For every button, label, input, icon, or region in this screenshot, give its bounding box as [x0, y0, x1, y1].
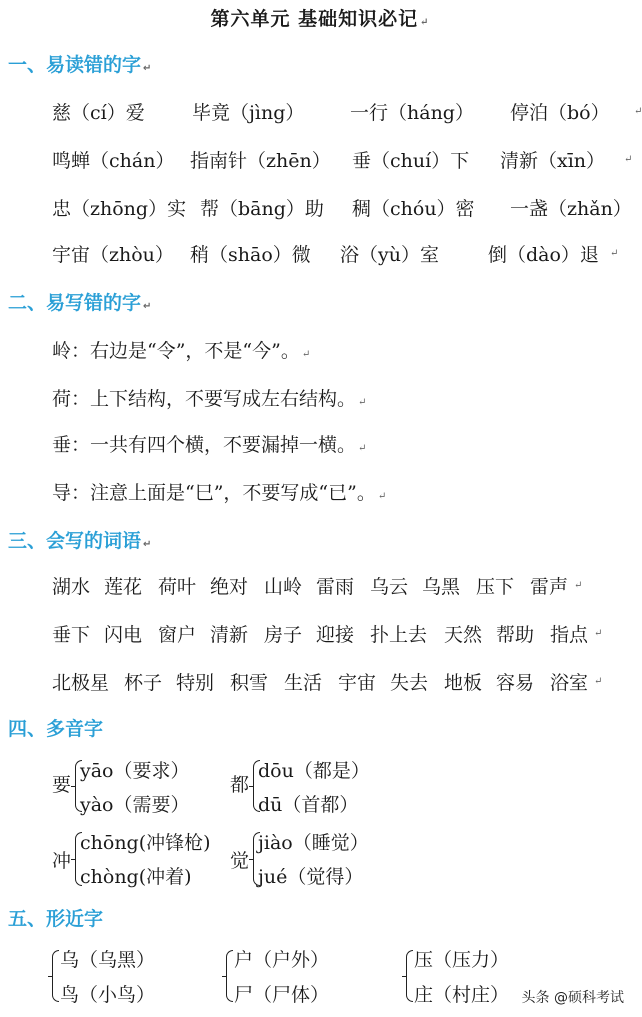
polyphone-reading: chòng(冲着) — [80, 866, 192, 888]
words-row: 北极星 杯子 特别 积雪 生活 宇宙 失去 地板 容易 浴室 ↵ — [52, 668, 632, 696]
polyphone-char: 要 — [52, 774, 72, 796]
polyphone-char: 觉 — [230, 850, 250, 872]
word-item: 乌黑 — [422, 576, 461, 598]
misread-item: 稍（shāo）微 — [190, 244, 311, 266]
miswrite-note: 导：注意上面是“巳”，不要写成“已”。 ↵ — [52, 482, 387, 504]
similar-item: 尸（尸体） — [234, 984, 330, 1006]
polyphone-reading: chōng(冲锋枪) — [80, 832, 211, 854]
misread-row: 慈（cí）爱 毕竟（jìng） 一行（háng） 停泊（bó） ↵ — [52, 98, 640, 126]
misread-item: 帮（bāng）助 — [200, 198, 324, 220]
polyphone-reading: jué（觉得） — [258, 866, 364, 888]
watermark: 头条 @硕科考试 — [522, 987, 624, 1007]
misread-row: 宇宙（zhòu） 稍（shāo）微 浴（yù）室 倒（dào）退 ↵ — [52, 240, 640, 268]
brace — [52, 950, 59, 1002]
similar-item: 鸟（小鸟） — [60, 984, 156, 1006]
word-item: 积雪 — [230, 672, 269, 694]
misread-item: 停泊（bó） — [510, 102, 610, 124]
brace — [406, 950, 413, 1002]
polyphone-reading: yāo（要求） — [80, 760, 190, 782]
word-item: 清新 — [210, 624, 249, 646]
word-item: 房子 — [264, 624, 303, 646]
word-item: 失去 — [390, 672, 429, 694]
misread-row: 鸣蝉（chán） 指南针（zhēn） 垂（chuí）下 清新（xīn） ↵ — [52, 146, 640, 174]
word-item: 荷叶 — [158, 576, 197, 598]
word-item: 生活 — [284, 672, 323, 694]
misread-item: 鸣蝉（chán） — [52, 150, 175, 172]
word-item: 压下 — [476, 576, 515, 598]
section-heading-polyphones: 四、多音字 — [8, 718, 104, 740]
word-item: 扑上去 — [370, 624, 428, 646]
polyphone-char: 都 — [230, 774, 250, 796]
words-row: 垂下 闪电 窗户 清新 房子 迎接 扑上去 天然 帮助 指点 ↵ — [52, 620, 632, 648]
word-item: 莲花 — [104, 576, 143, 598]
word-item: 湖水 — [52, 576, 91, 598]
word-item: 天然 — [444, 624, 483, 646]
word-item: 山岭 — [264, 576, 303, 598]
word-item: 地板 — [444, 672, 483, 694]
polyphone-reading: yào（需要） — [80, 794, 190, 816]
word-item: 特别 — [176, 672, 215, 694]
word-item: 浴室 — [550, 672, 589, 694]
misread-item: 一盏（zhǎn） — [510, 198, 632, 220]
similar-item: 压（压力） — [414, 949, 510, 971]
misread-item: 慈（cí）爱 — [52, 102, 145, 124]
misread-item: 稠（chóu）密 — [352, 198, 475, 220]
word-item: 指点 — [550, 624, 589, 646]
misread-item: 指南针（zhēn） — [190, 150, 331, 172]
polyphone-reading: dōu（都是） — [258, 760, 370, 782]
word-item: 绝对 — [210, 576, 249, 598]
similar-item: 户（户外） — [234, 949, 330, 971]
misread-item: 浴（yù）室 — [340, 244, 439, 266]
word-item: 迎接 — [316, 624, 355, 646]
misread-row — [52, 194, 640, 222]
misread-item: 垂（chuí）下 — [352, 150, 470, 172]
misread-item: 一行（háng） — [350, 102, 474, 124]
section-heading-miswrite: 二、易写错的字 ↵ — [8, 292, 152, 314]
brace — [226, 950, 233, 1002]
section-heading-misread: 一、易读错的字 ↵ — [8, 54, 152, 76]
word-item: 宇宙 — [338, 672, 377, 694]
word-item: 北极星 — [52, 672, 110, 694]
word-item: 乌云 — [370, 576, 409, 598]
miswrite-note: 垂：一共有四个横，不要漏掉一横。 ↵ — [52, 434, 367, 456]
word-item: 杯子 — [124, 672, 163, 694]
word-item: 雷声 — [530, 576, 569, 598]
similar-item: 乌（乌黑） — [60, 949, 156, 971]
misread-item: 倒（dào）退 — [488, 244, 599, 266]
miswrite-note: 荷：上下结构，不要写成左右结构。 ↵ — [52, 388, 367, 410]
polyphone-char: 冲 — [52, 850, 72, 872]
polyphone-reading: dū（首都） — [258, 794, 359, 816]
similar-item: 庄（村庄） — [414, 984, 510, 1006]
word-item: 雷雨 — [316, 576, 355, 598]
page-title: 第六单元 基础知识必记 ↵ — [210, 8, 430, 30]
misread-item: 毕竟（jìng） — [192, 102, 305, 124]
words-row: 湖水 莲花 荷叶 绝对 山岭 雷雨 乌云 乌黑 压下 雷声 ↵ — [52, 572, 632, 600]
section-heading-words: 三、会写的词语 ↵ — [8, 530, 152, 552]
word-item: 闪电 — [104, 624, 143, 646]
word-item: 垂下 — [52, 624, 91, 646]
miswrite-note: 岭：右边是“令”，不是“今”。 ↵ — [52, 340, 311, 362]
word-item: 容易 — [496, 672, 535, 694]
polyphone-reading: jiào（睡觉） — [258, 832, 369, 854]
misread-item: 忠（zhōng）实 — [52, 198, 187, 220]
misread-item: 清新（xīn） — [500, 150, 606, 172]
word-item: 窗户 — [158, 624, 197, 646]
word-item: 帮助 — [496, 624, 535, 646]
misread-item: 宇宙（zhòu） — [52, 244, 174, 266]
section-heading-similar: 五、形近字 — [8, 908, 104, 930]
